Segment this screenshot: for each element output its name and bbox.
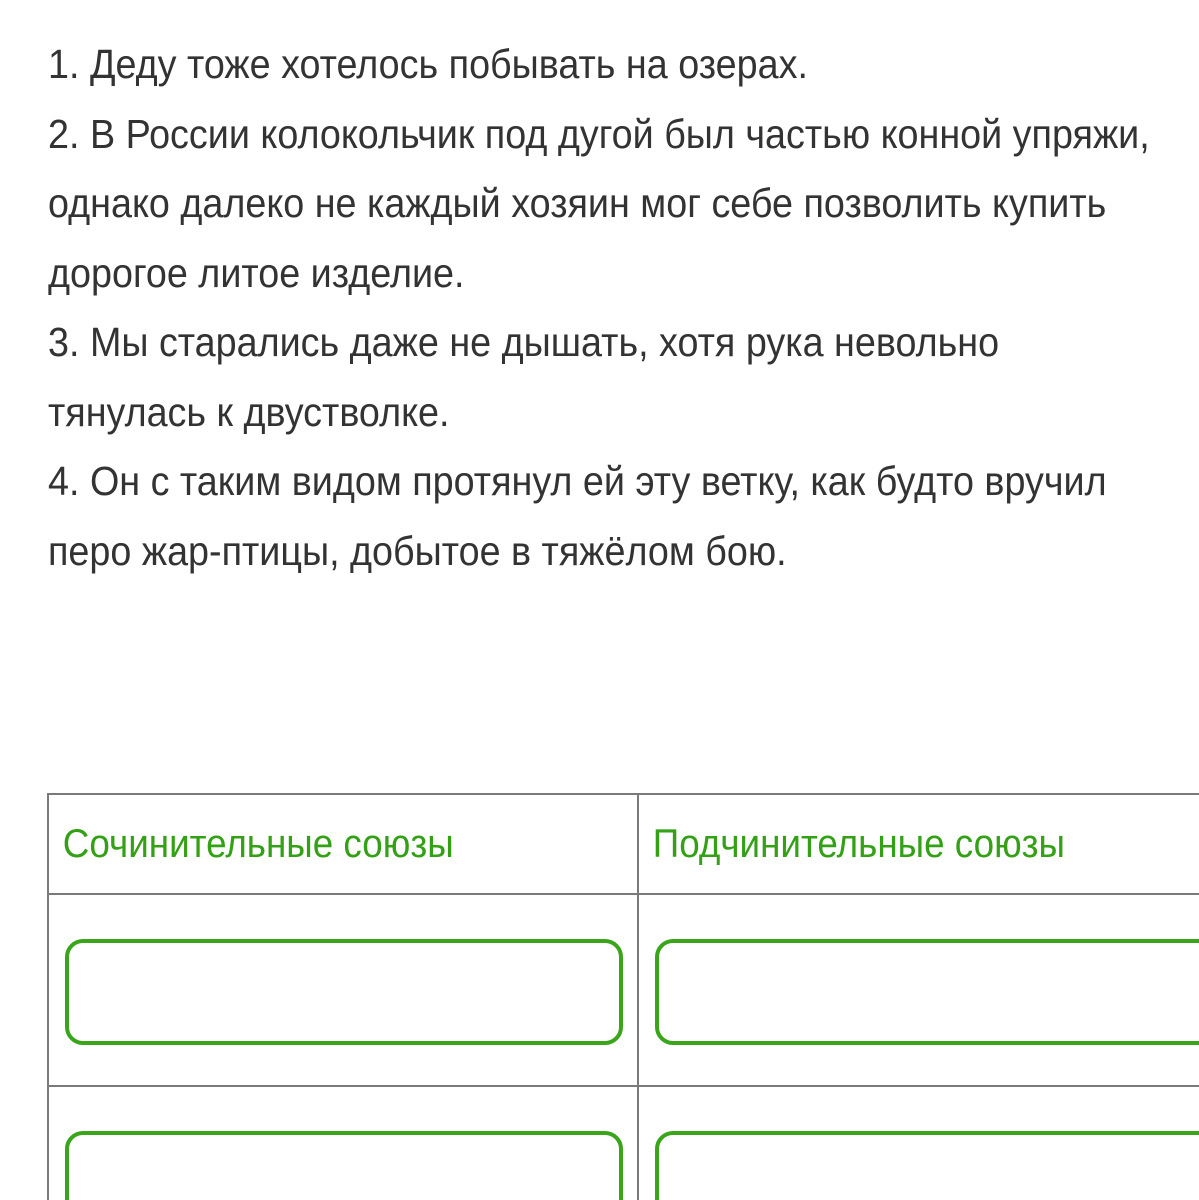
answer-cell (638, 1086, 1199, 1200)
answer-drop-box[interactable] (65, 1131, 623, 1200)
sentences-list (48, 30, 1168, 586)
table-header-row (48, 794, 1199, 894)
union-classification-table-wrapper (47, 793, 1199, 1200)
header-label: Сочинительные союзы (62, 822, 454, 866)
sentence-1: 1. Деду тоже хотелось побывать на озерах. (48, 41, 808, 87)
union-classification-table (47, 793, 1199, 1200)
header-label: Подчинительные союзы (652, 822, 1065, 866)
table-row (48, 894, 1199, 1086)
sentence-2: 2. В России колокольчик под дугой был частью конной упряжи, однако далеко не каждый хозяин мог себе позволить купить дорогое литое изделие. (48, 110, 1150, 296)
answer-cell (48, 1086, 638, 1200)
sentence-3: 3. Мы старались даже не дышать, хотя рука невольно тянулась к двустволке. (48, 319, 1000, 435)
sentence-4: 4. Он с таким видом протянул ей эту ветку, как будто вручил перо жар-птицы, добытое в тяжёлом бою. (48, 458, 1107, 574)
table-row (48, 1086, 1199, 1200)
answer-drop-box[interactable] (655, 939, 1199, 1045)
answer-drop-box[interactable] (655, 1131, 1199, 1200)
answer-drop-box[interactable] (65, 939, 623, 1045)
answer-cell (638, 894, 1199, 1086)
header-coordinating-conjunctions (48, 794, 638, 894)
answer-cell (48, 894, 638, 1086)
header-subordinating-conjunctions (638, 794, 1199, 894)
